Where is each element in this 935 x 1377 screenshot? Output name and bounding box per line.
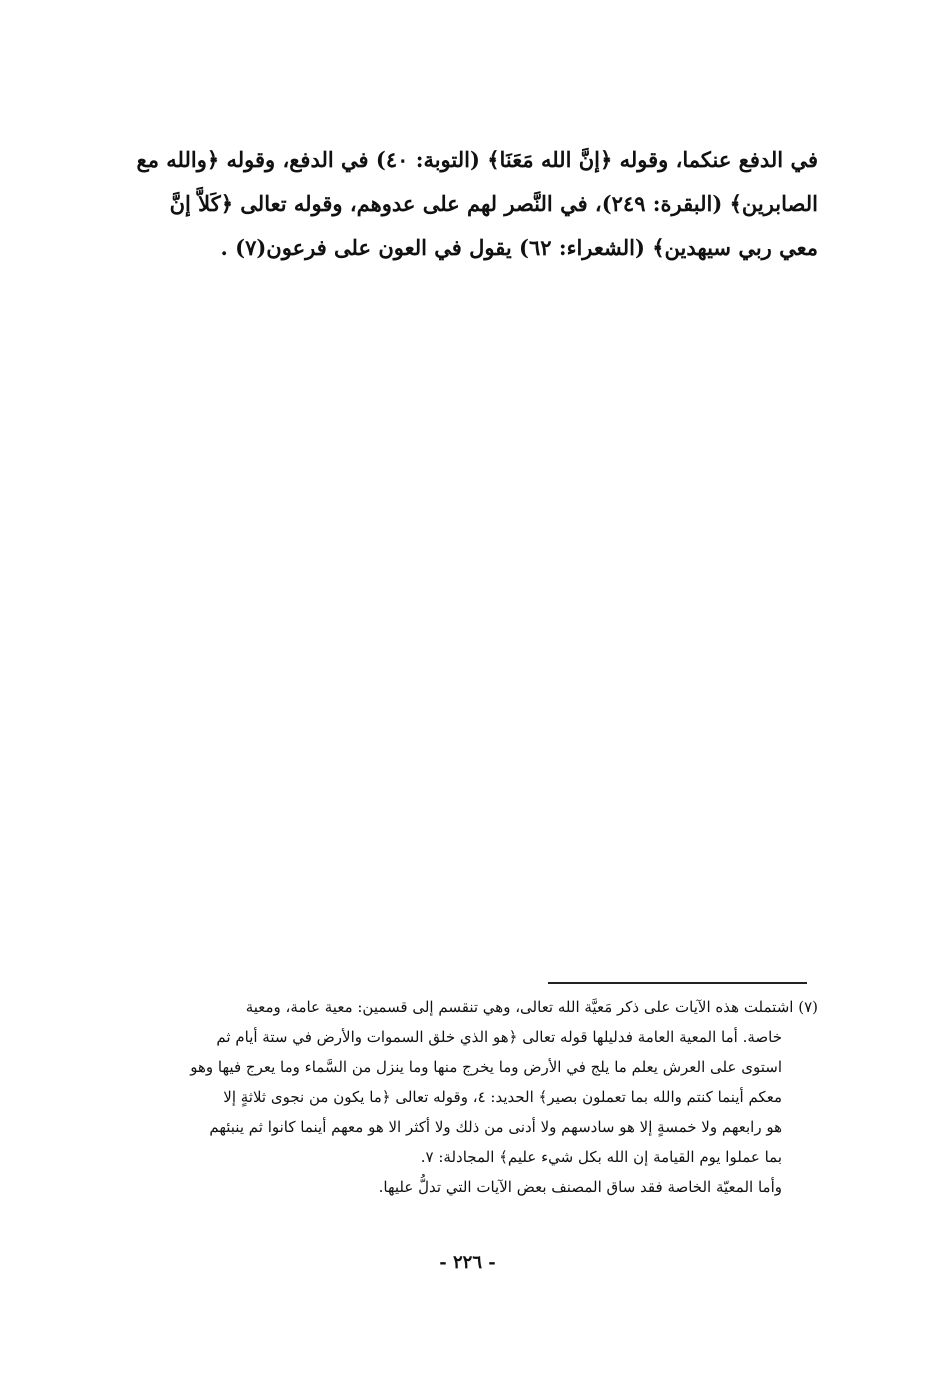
footnote-line: معكم أينما كنتم والله بما تعملون بصير﴾ الحديد: ٤، وقوله تعالى ﴿ما يكون من نجوى ثلاثةٍ إلا — [223, 1088, 782, 1106]
main-text-line: الصابرين﴾ (البقرة: ٢٤٩)، في النَّصر لهم على عدوهم، وقوله تعالى ﴿كَلاَّ إنَّ — [169, 191, 818, 216]
footnote — [118, 992, 818, 1202]
footnote-line: (٧) اشتملت هذه الآيات على ذكر مَعيَّة الله تعالى، وهي تنقسم إلى قسمين: معية عامة، ومعية — [245, 998, 818, 1016]
footnote-line: استوى على العرش يعلم ما يلج في الأرض وما يخرج منها وما ينزل من السَّماء وما يعرج فيها وهو — [190, 1058, 782, 1076]
footnote-line: هو رابعهم ولا خمسةٍ إلا هو سادسهم ولا أدنى من ذلك ولا أكثر الا هو معهم أينما كانوا ثم ينبئهم — [209, 1118, 782, 1136]
footnote-line: وأما المعيّة الخاصة فقد ساق المصنف بعض الآيات التي تدلُّ عليها. — [378, 1178, 782, 1196]
main-paragraph — [118, 138, 818, 270]
main-text-line: في الدفع عنكما، وقوله ﴿إنَّ الله مَعَنَا﴾ (التوبة: ٤٠) في الدفع، وقوله ﴿والله مع — [136, 147, 818, 172]
footnote-line: بما عملوا يوم القيامة إن الله بكل شيء عليم﴾ المجادلة: ٧. — [420, 1148, 782, 1166]
footnote-separator — [548, 982, 807, 984]
footnote-line: خاصة. أما المعية العامة فدليلها قوله تعالى ﴿هو الذي خلق السموات والأرض في ستة أيام ثم — [216, 1028, 782, 1046]
main-text-line: معي ربي سيهدين﴾ (الشعراء: ٦٢) يقول في العون على فرعون(٧) . — [220, 235, 818, 260]
page-number: - ٢٢٦ - — [439, 1252, 496, 1273]
